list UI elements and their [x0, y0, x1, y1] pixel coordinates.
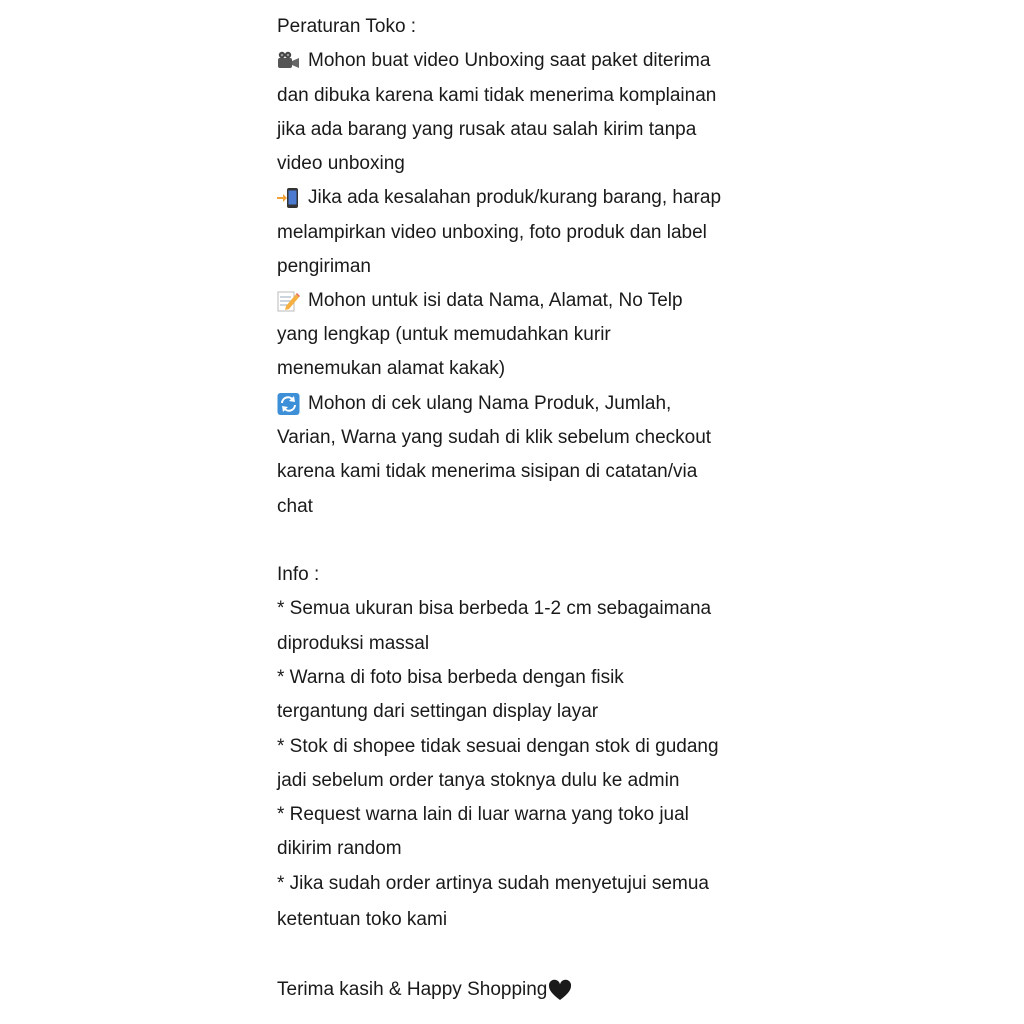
rule-text-line: dan dibuka karena kami tidak menerima komplainan — [277, 85, 717, 106]
rule-text-line: yang lengkap (untuk memudahkan kurir — [277, 324, 611, 345]
black-heart-icon — [548, 979, 572, 1001]
rule-item-unboxing: Mohon buat video Unboxing saat paket diterima — [277, 49, 710, 73]
rule-text-line: jika ada barang yang rusak atau salah kirim tanpa — [277, 119, 697, 140]
rule-text-line: pengiriman — [277, 256, 371, 277]
rule-item-complete-data: Mohon untuk isi data Nama, Alamat, No Telp — [277, 289, 683, 313]
mobile-phone-arrow-icon — [277, 187, 301, 209]
info-line: dikirim random — [277, 838, 402, 859]
rule-text-line: karena kami tidak menerima sisipan di catatan/via — [277, 461, 698, 482]
rule-text-line: Varian, Warna yang sudah di klik sebelum checkout — [277, 427, 712, 448]
rule-text-line: video unboxing — [277, 153, 405, 174]
rule-item-wrong-product: Jika ada kesalahan produk/kurang barang, harap — [277, 186, 721, 210]
info-line: * Warna di foto bisa berbeda dengan fisik — [277, 667, 624, 688]
info-heading: Info : — [277, 564, 320, 585]
info-line: tergantung dari settingan display layar — [277, 701, 599, 722]
info-line: ketentuan toko kami — [277, 909, 448, 930]
info-line: jadi sebelum order tanya stoknya dulu ke admin — [277, 770, 680, 791]
info-line: diproduksi massal — [277, 633, 430, 654]
rule-text-line: chat — [277, 496, 313, 517]
info-line: * Stok di shopee tidak sesuai dengan stok di gudang — [277, 736, 719, 757]
info-line: * Semua ukuran bisa berbeda 1-2 cm sebagaimana — [277, 598, 712, 619]
repeat-arrows-icon — [277, 393, 301, 415]
rule-text-line: menemukan alamat kakak) — [277, 358, 506, 379]
memo-icon — [277, 290, 301, 312]
rule-item-recheck-order: Mohon di cek ulang Nama Produk, Jumlah, — [277, 392, 671, 416]
video-camera-icon — [277, 50, 301, 72]
info-line: * Request warna lain di luar warna yang toko jual — [277, 804, 689, 825]
info-line: * Jika sudah order artinya sudah menyetujui semua — [277, 873, 709, 894]
rules-heading: Peraturan Toko : — [277, 16, 417, 37]
closing-message: Terima kasih & Happy Shopping — [277, 978, 572, 1002]
rule-text-line: melampirkan video unboxing, foto produk dan label — [277, 222, 707, 243]
